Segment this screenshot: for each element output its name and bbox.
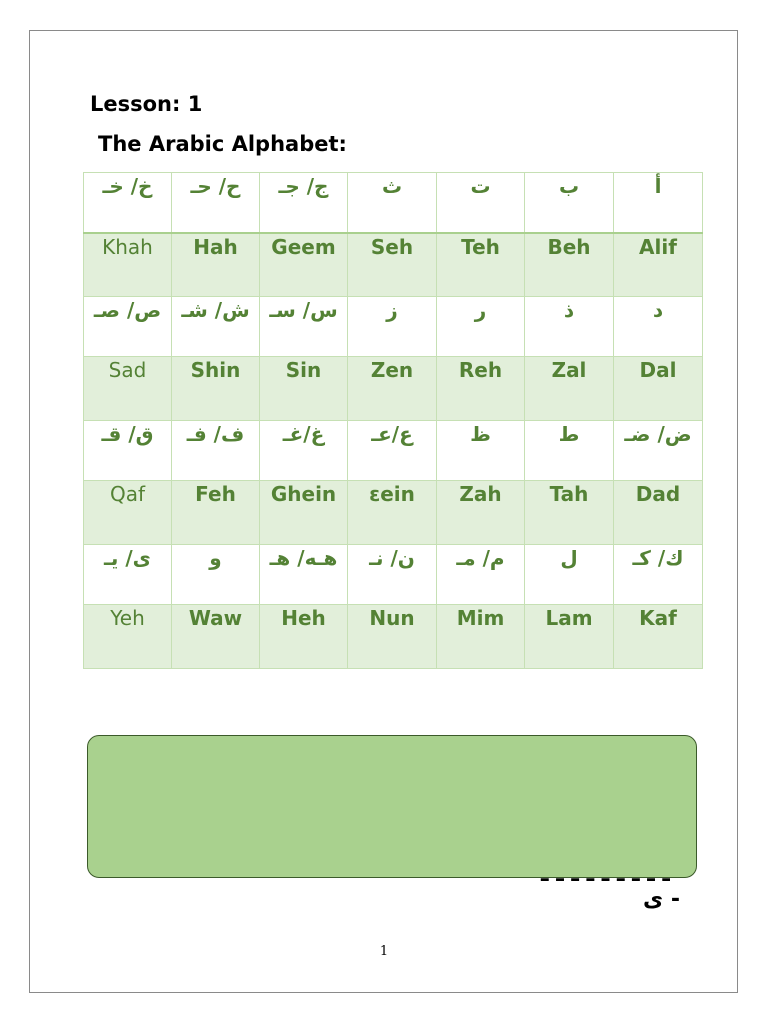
letter-cell: ص/ صـ <box>84 297 172 357</box>
name-cell: Dal <box>614 357 703 421</box>
names-row <box>84 357 703 421</box>
letter-cell: ن/ نـ <box>348 545 437 605</box>
letter-cell: ض/ ضـ <box>614 421 703 481</box>
names-row <box>84 233 703 297</box>
name-cell: Waw <box>172 605 260 669</box>
letter-cell: ل <box>525 545 614 605</box>
letters-row <box>84 297 703 357</box>
letter-cell: ع/عـ <box>348 421 437 481</box>
letter-cell: ج/ جـ <box>260 173 348 233</box>
letter-cell: ق/ قـ <box>84 421 172 481</box>
name-cell: Zah <box>437 481 525 545</box>
name-cell: Tah <box>525 481 614 545</box>
name-cell: Ghein <box>260 481 348 545</box>
name-cell: Sin <box>260 357 348 421</box>
letter-cell: هـه/ هـ <box>260 545 348 605</box>
lesson-title: Lesson: 1 <box>90 92 203 116</box>
letter-cell: ظ <box>437 421 525 481</box>
name-cell: Reh <box>437 357 525 421</box>
letter-cell: ى/ يـ <box>84 545 172 605</box>
letter-cell: أ <box>614 173 703 233</box>
letter-cell: ش/ شـ <box>172 297 260 357</box>
name-cell: Alif <box>614 233 703 297</box>
name-cell: Shin <box>172 357 260 421</box>
letter-cell: د <box>614 297 703 357</box>
name-cell: Kaf <box>614 605 703 669</box>
name-cell: Nun <box>348 605 437 669</box>
name-cell: Seh <box>348 233 437 297</box>
name-cell: Lam <box>525 605 614 669</box>
name-cell: Zal <box>525 357 614 421</box>
letter-cell: ف/ فـ <box>172 421 260 481</box>
letter-cell: ت <box>437 173 525 233</box>
page-number: 1 <box>379 944 389 959</box>
letter-cell: ب <box>525 173 614 233</box>
name-cell: ɛein <box>348 481 437 545</box>
name-cell: Mim <box>437 605 525 669</box>
name-cell: Sad <box>84 357 172 421</box>
alphabet-table <box>83 172 703 669</box>
name-cell: Qaf <box>84 481 172 545</box>
letter-cell: ر <box>437 297 525 357</box>
name-cell: Feh <box>172 481 260 545</box>
letter-cell: س/ سـ <box>260 297 348 357</box>
letter-cell: ط <box>525 421 614 481</box>
name-cell: Yeh <box>84 605 172 669</box>
letters-row <box>84 421 703 481</box>
letter-cell: ث <box>348 173 437 233</box>
names-row <box>84 605 703 669</box>
name-cell: Beh <box>525 233 614 297</box>
green-rounded-box <box>87 735 697 878</box>
letters-row <box>84 545 703 605</box>
letter-cell: م/ مـ <box>437 545 525 605</box>
letter-cell: غ/غـ <box>260 421 348 481</box>
name-cell: Khah <box>84 233 172 297</box>
name-cell: Geem <box>260 233 348 297</box>
letter-cell: ح/ حـ <box>172 173 260 233</box>
name-cell: Dad <box>614 481 703 545</box>
letter-cell: و <box>172 545 260 605</box>
trailing-text-line: - ى <box>643 887 680 912</box>
names-row <box>84 481 703 545</box>
letters-row <box>84 173 703 233</box>
name-cell: Heh <box>260 605 348 669</box>
letter-cell: ز <box>348 297 437 357</box>
name-cell: Zen <box>348 357 437 421</box>
section-title: The Arabic Alphabet: <box>98 132 347 156</box>
letter-cell: خ/ خـ <box>84 173 172 233</box>
letter-cell: ك/ كـ <box>614 545 703 605</box>
letter-cell: ذ <box>525 297 614 357</box>
name-cell: Hah <box>172 233 260 297</box>
name-cell: Teh <box>437 233 525 297</box>
